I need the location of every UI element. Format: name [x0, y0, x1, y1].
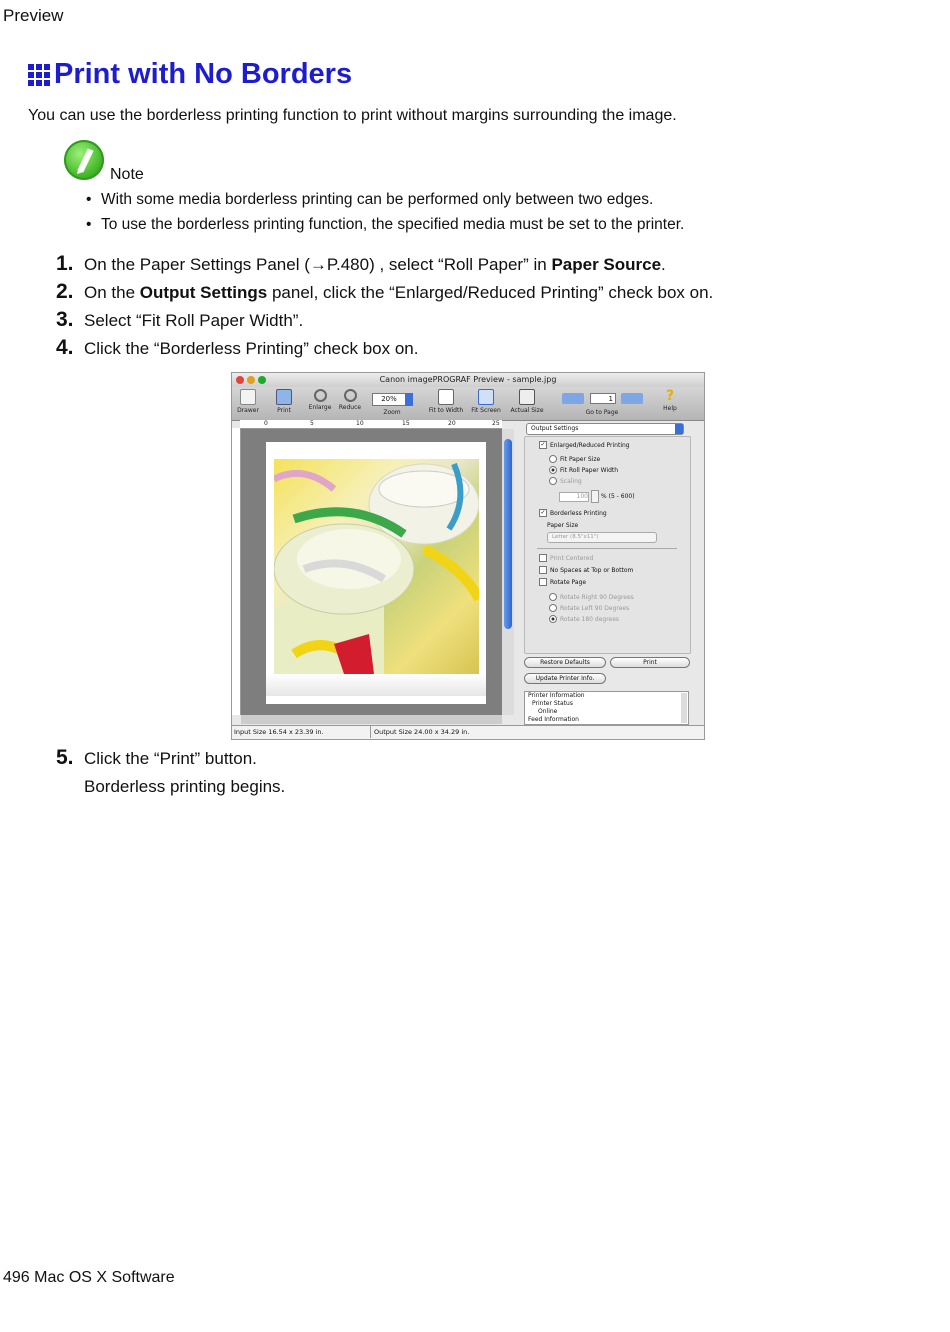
info-line: Printer Information — [528, 692, 585, 699]
step-item — [56, 252, 713, 280]
zoom-dropdown-arrow[interactable] — [405, 393, 413, 406]
ruler-label: 10 — [356, 420, 364, 427]
vertical-ruler — [232, 428, 241, 715]
option-label: No Spaces at Top or Bottom — [550, 566, 634, 574]
fit-screen-label: Fit Screen — [471, 407, 501, 414]
chevron-down-icon — [675, 424, 683, 434]
scaling-field[interactable]: 100 — [559, 492, 589, 502]
step-item — [56, 746, 257, 770]
help-label: Help — [663, 405, 677, 412]
scaling-radio[interactable] — [549, 477, 582, 485]
page-number: 496 — [3, 1269, 30, 1286]
printer-info-box[interactable] — [524, 691, 689, 725]
steps-list — [56, 252, 713, 364]
sample-photo — [274, 459, 479, 674]
fit-width-label: Fit to Width — [428, 407, 464, 414]
step-text: On the Paper Settings Panel (→P.480) , select “Roll Paper” in — [84, 255, 552, 274]
fit-to-width-button[interactable] — [426, 387, 466, 414]
app-header: Preview — [3, 6, 64, 25]
ruler-label: 20 — [448, 420, 456, 427]
panel-select-value: Output Settings — [531, 425, 579, 432]
printer-icon — [276, 389, 292, 405]
rotate-page-checkbox[interactable] — [539, 578, 586, 586]
vertical-scroll-thumb[interactable] — [504, 439, 512, 629]
input-size: Input Size 16.54 x 23.39 in. — [234, 728, 324, 736]
step-text: Select “Fit Roll Paper Width”. — [84, 311, 304, 330]
note-item: • With some media borderless printing can be performed only between two edges. — [84, 190, 684, 215]
zoom-out-icon — [344, 389, 357, 402]
page-title — [28, 58, 352, 91]
option-label: Enlarged/Reduced Printing — [550, 441, 630, 449]
fit-width-icon — [438, 389, 454, 405]
zoom-in-icon — [314, 389, 327, 402]
horizontal-scrollbar[interactable] — [241, 715, 502, 724]
divider — [537, 548, 677, 549]
ruler-label: 25 — [492, 420, 500, 427]
checkbox-checked: ✓ — [540, 441, 546, 448]
drawer-button[interactable] — [234, 387, 262, 414]
rotate-180-radio[interactable] — [549, 615, 619, 623]
step-text-end: . — [661, 255, 666, 274]
option-label: Fit Roll Paper Width — [560, 466, 619, 474]
step-bold: Output Settings — [139, 283, 268, 302]
panel-select[interactable] — [526, 423, 684, 435]
fit-screen-icon — [478, 389, 494, 405]
note-pencil-icon — [64, 140, 104, 180]
paper-size-label: Paper Size — [547, 522, 579, 529]
page-number-field[interactable]: 1 — [590, 393, 616, 404]
ruler-label: 0 — [264, 420, 268, 427]
note-list — [84, 190, 684, 240]
scaling-range: % (5 - 600) — [601, 493, 635, 500]
print-toolbar-button[interactable] — [270, 387, 298, 414]
no-spaces-checkbox[interactable] — [539, 566, 633, 574]
zoom-label: Zoom — [383, 409, 401, 416]
borderless-checkbox[interactable] — [539, 509, 607, 517]
step-text: On the — [84, 283, 140, 302]
footer-section: Mac OS X Software — [34, 1269, 175, 1286]
toolbar — [232, 387, 704, 421]
option-label: Rotate Left 90 Degrees — [560, 604, 630, 612]
step-text: Click the “Borderless Printing” check box on. — [84, 339, 419, 358]
radio-selected — [549, 615, 557, 623]
option-label: Rotate 180 degrees — [560, 615, 620, 623]
ruler-label: 15 — [402, 420, 410, 427]
step-text-end: panel, click the “Enlarged/Reduced Printing” check box on. — [267, 283, 714, 302]
minimize-window-button[interactable] — [247, 376, 255, 384]
page-footer — [3, 1269, 175, 1287]
next-page-icon[interactable] — [621, 393, 643, 404]
enlarge-label: Enlarge — [308, 404, 332, 411]
close-window-button[interactable] — [236, 376, 244, 384]
step-item — [56, 308, 713, 336]
restore-defaults-button[interactable]: Restore Defaults — [524, 657, 606, 668]
option-label: Scaling — [560, 477, 582, 485]
ruler-label: 5 — [310, 420, 314, 427]
output-size: Output Size 24.00 x 34.29 in. — [370, 726, 469, 738]
step-number: 3. — [56, 308, 74, 331]
fit-roll-radio[interactable] — [549, 466, 618, 474]
note-label: Note — [110, 166, 144, 183]
preview-canvas[interactable] — [241, 429, 502, 715]
update-printer-info-button[interactable]: Update Printer Info. — [524, 673, 606, 684]
intro-text: You can use the borderless printing function to print without margins surrounding the image. — [28, 107, 677, 124]
fit-paper-radio[interactable] — [549, 455, 600, 463]
note-item: • To use the borderless printing function, the specified media must be set to the printer. — [84, 215, 684, 240]
paper-size-select[interactable]: Letter (8.5"x11") — [547, 532, 657, 543]
step-result: Borderless printing begins. — [84, 777, 286, 796]
rotate-right-radio[interactable] — [549, 593, 634, 601]
preview-screenshot — [231, 372, 705, 740]
option-label: Borderless Printing — [550, 509, 607, 517]
radio — [549, 477, 557, 485]
info-line: Feed Information — [528, 716, 579, 723]
option-label: Fit Paper Size — [560, 455, 601, 463]
enlarged-checkbox[interactable] — [539, 441, 630, 449]
paper-preview — [266, 442, 486, 704]
step-text: Click the “Print” button. — [84, 749, 257, 768]
print-button[interactable]: Print — [610, 657, 690, 668]
actual-size-icon — [519, 389, 535, 405]
window-titlebar — [232, 373, 704, 387]
fit-screen-button[interactable] — [468, 387, 504, 414]
print-centered-checkbox[interactable] — [539, 554, 593, 562]
drawer-label: Drawer — [237, 407, 259, 414]
window-title: Canon imagePROGRAF Preview - sample.jpg — [379, 375, 557, 384]
checkbox — [539, 566, 547, 574]
step-number: 4. — [56, 336, 74, 359]
previous-page-icon[interactable] — [562, 393, 584, 404]
step-item — [56, 280, 713, 308]
zoom-field[interactable]: 20% — [372, 393, 406, 406]
info-line: Online — [538, 708, 558, 715]
enlarge-button[interactable] — [306, 387, 334, 411]
info-line: Printer Status — [532, 700, 573, 707]
go-to-page-label: Go to Page — [585, 409, 619, 416]
step-number: 5. — [56, 746, 74, 769]
reduce-label: Reduce — [338, 404, 362, 411]
step-bold: Paper Source — [551, 255, 662, 274]
checkbox — [539, 578, 547, 586]
actual-size-label: Actual Size — [510, 407, 544, 414]
page-title-text: Print with No Borders — [54, 58, 353, 90]
option-label: Print Centered — [550, 554, 594, 562]
help-icon: ? — [665, 388, 675, 404]
output-settings-group — [524, 436, 691, 654]
checkbox — [539, 554, 547, 562]
scaling-stepper[interactable] — [591, 490, 599, 503]
horizontal-ruler — [240, 420, 502, 429]
print-label: Print — [277, 407, 291, 414]
checkbox-checked: ✓ — [540, 509, 546, 516]
step-number: 1. — [56, 252, 74, 275]
step-number: 2. — [56, 280, 74, 303]
radio-selected — [549, 466, 557, 474]
reduce-button[interactable] — [336, 387, 364, 411]
radio — [549, 593, 557, 601]
radio — [549, 604, 557, 612]
settings-panel — [522, 421, 702, 737]
zoom-window-button[interactable] — [258, 376, 266, 384]
rotate-left-radio[interactable] — [549, 604, 629, 612]
option-label: Rotate Page — [550, 578, 587, 586]
drawer-icon — [240, 389, 256, 405]
help-button[interactable] — [658, 387, 682, 412]
radio — [549, 455, 557, 463]
step-item — [56, 336, 713, 364]
option-label: Rotate Right 90 Degrees — [560, 593, 634, 601]
actual-size-button[interactable] — [508, 387, 546, 414]
roll-paper-edge — [266, 674, 486, 696]
info-scrollbar[interactable] — [681, 693, 687, 723]
grid-icon — [28, 64, 50, 86]
